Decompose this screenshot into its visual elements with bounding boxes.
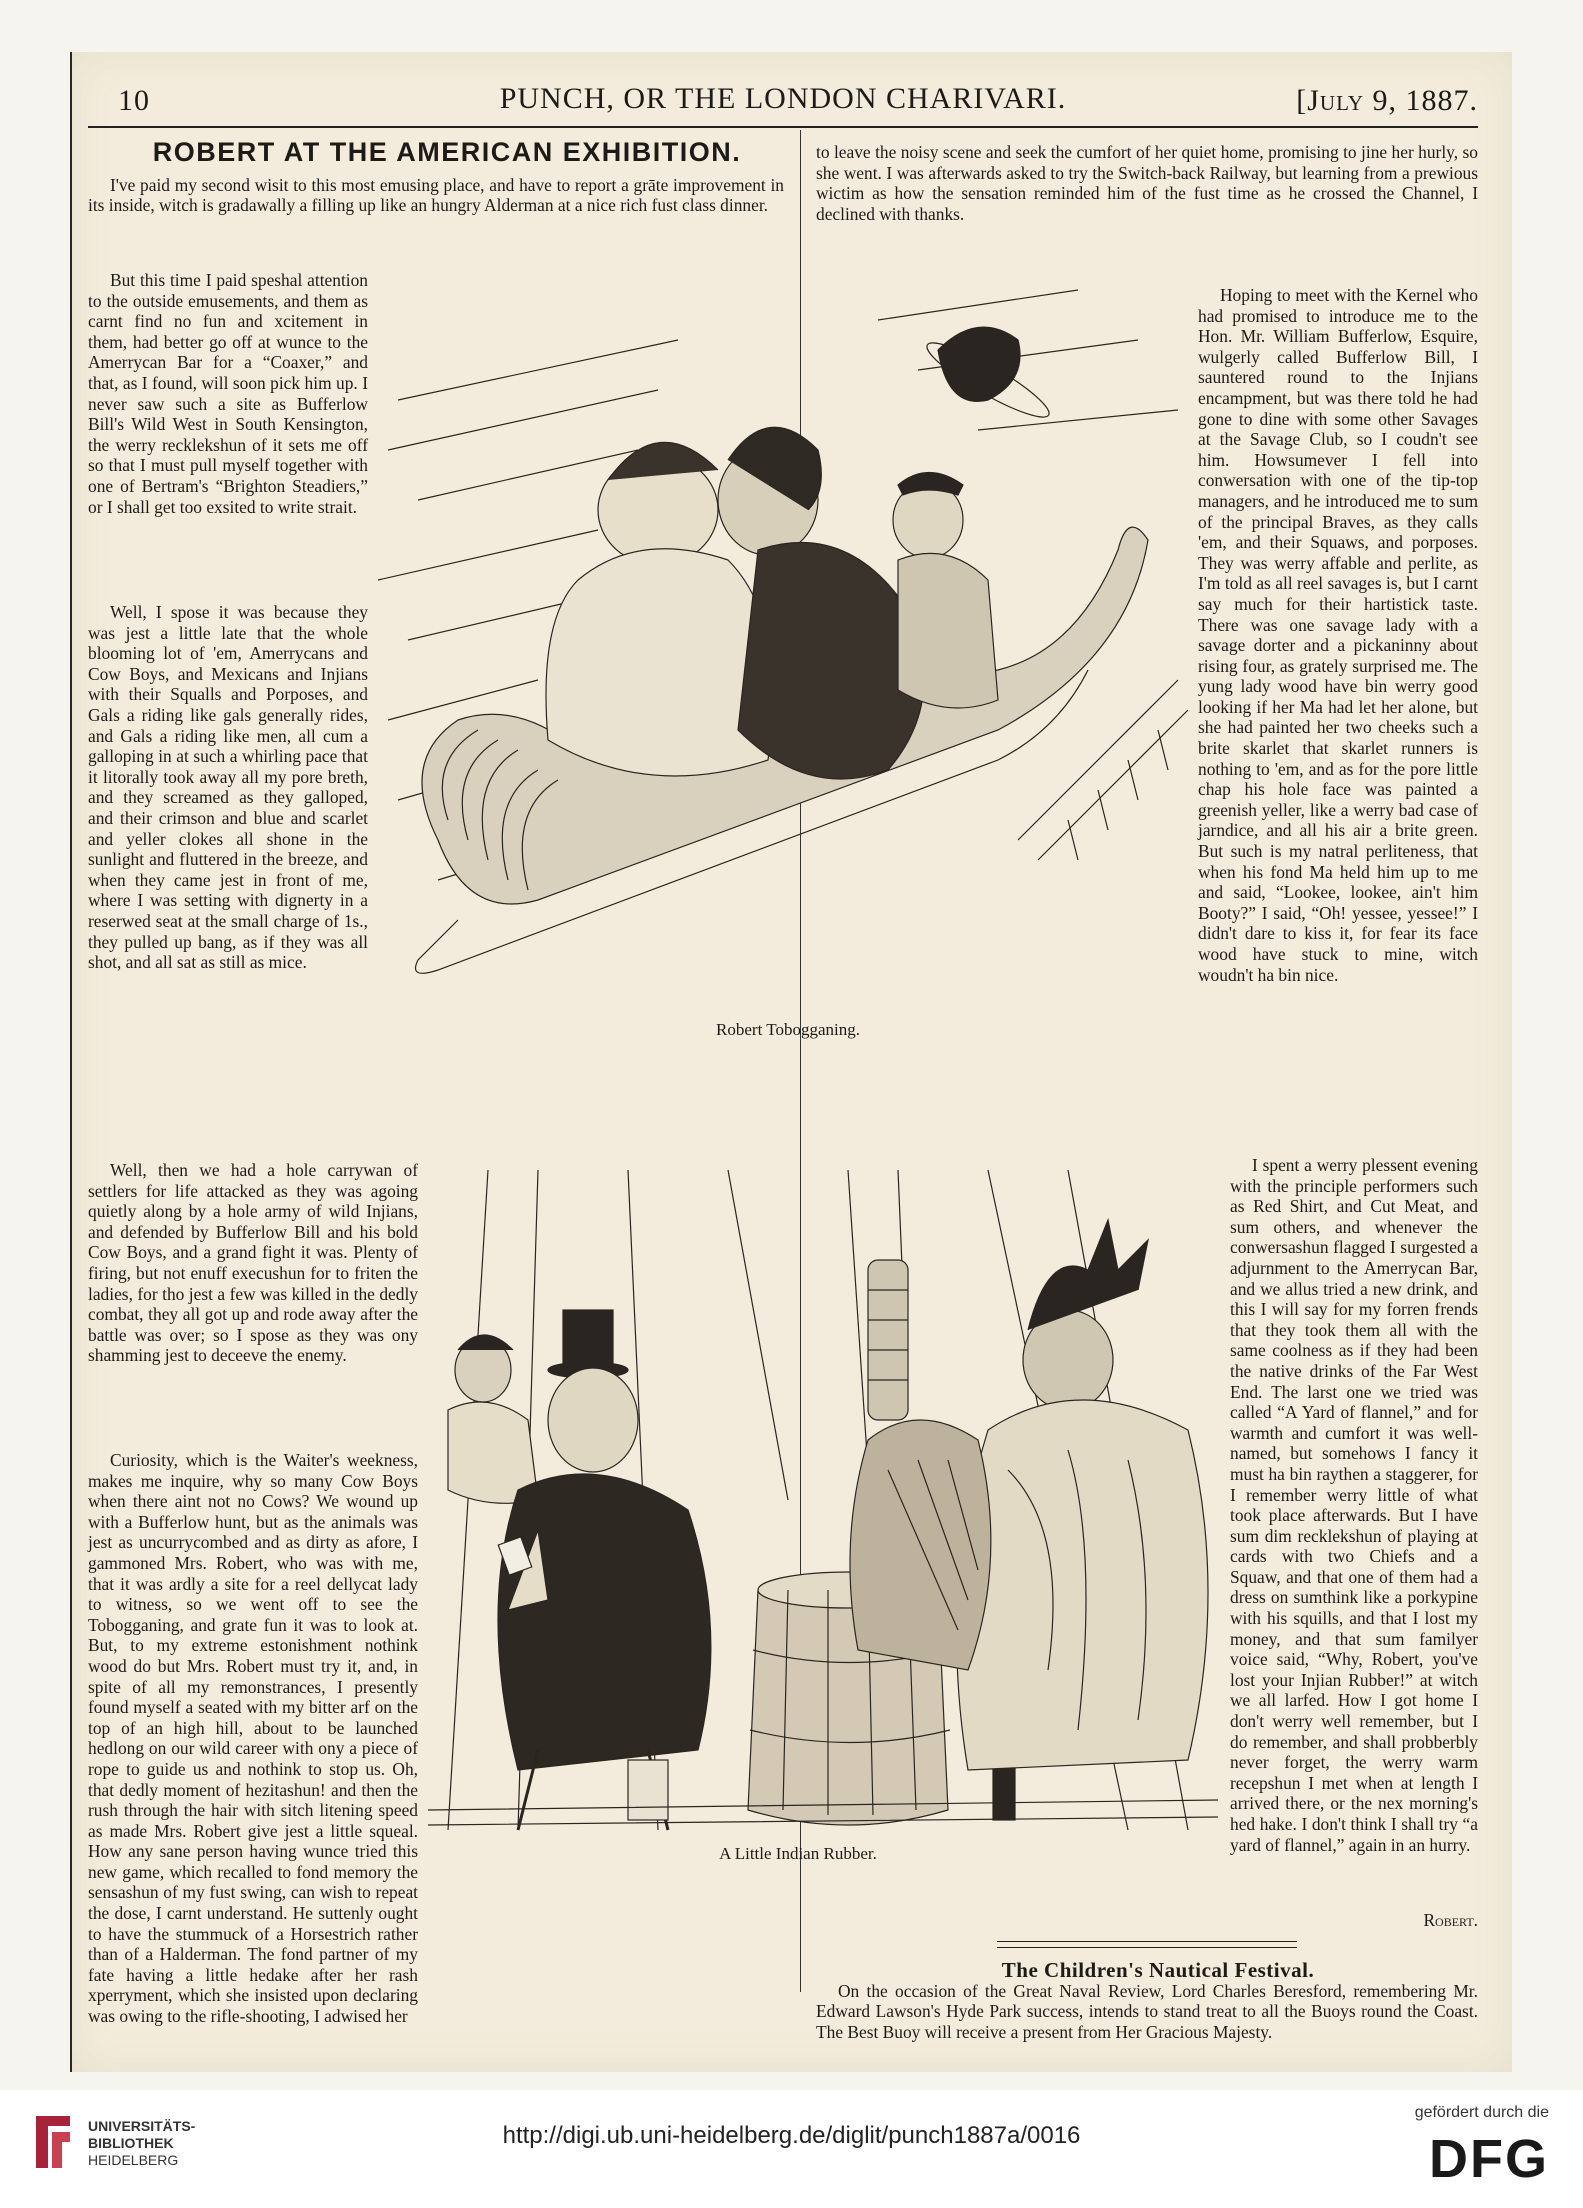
page-header [88, 70, 1478, 128]
toboggan-drawing [378, 280, 1188, 1020]
publication-title: PUNCH, OR THE LONDON CHARIVARI. [499, 82, 1067, 115]
newspaper-page [88, 70, 1478, 2042]
library-name-line: UNIVERSITÄTS- [88, 2118, 196, 2134]
funder-block [1415, 2104, 1549, 2190]
right-column-bottom [816, 1910, 1478, 1958]
left-column-narrow-2 [88, 1160, 418, 2027]
funded-by-label: gefördert durch die [1414, 2104, 1549, 2121]
right-column-top [816, 142, 1478, 224]
article-title: ROBERT AT THE AMERICAN EXHIBITION. [152, 137, 742, 167]
right-column-narrow-1 [1198, 285, 1478, 1107]
short-piece-title: The Children's Nautical Festival. [1001, 1958, 1315, 1982]
article-paragraph: But this time I paid speshal attention to the outside emusements, and them as carnt find no fun and xcitement in them, had better go off at wunce to the Amerrycan Bar for a “Coaxer,” and that, as I found, will soon pick him up. I never saw such a site as Bufferlow Bill's Wild West in South Kensington, the werry recklekshun of it sets me off so that I must pull myself together with one of Bertram's “Brighton Steadiers,” or I shall get too exsited to write strait. [88, 270, 368, 517]
library-name-line: HEIDELBERG [88, 2152, 179, 2168]
article-paragraph: Well, then we had a hole carrywan of settlers for life attacked as they was agoing quietly along by a hole army of wild Injians, and defended by Bufferlow Bill and his bold Cow Boys, and a grand fight it was. Plenty of firing, but not enuff execushun for to friten the ladies, for tho jest a few was killed in the dedly combat, they all got up and rode away after the battle was over; so I spose as they was ony shamming jest to deceeve the enemy. [88, 1160, 418, 1366]
left-column [88, 137, 784, 216]
left-column-narrow-1 [88, 270, 368, 1076]
article-paragraph: I've paid my second wisit to this most emusing place, and have to report a grāte improvement in its inside, witch is gradawally a filling up like an hungry Alderman at a nice rich fust class dinner. [88, 174, 784, 216]
left-column-continuation [88, 1080, 784, 1160]
article-paragraph: Hoping to meet with the Kernel who had promised to introduce me to the Hon. Mr. William Bufferlow, Esquire, wulgerly called Bufferlow Bill, I sauntered round to the Injians encampment, but was there told he had gone to dine with some other Savages at the Savage Club, so I coudn't see him. Howsumever I fell into conwersation with one of the tip-top managers, and he introduced me to sum of the principal Braves, as they calls 'em, and their Squaws, and porposes. They was werry affable and perlite, as I'm told as all reel savages is, but I carnt say much for their hartistick taste. There was one savage lady with a savage dorter and a pickaninny about rising four, as grately surprised me. The yung lady wood have bin werry good looking if her Ma had let her alone, but she had painted her two cheeks such a brite skarlet that skarlet runners is nothing to 'em, and as for the pore little chap his hole face was painted a greenish yeller, like a werry bad case of jarndice, and all his air a brite green. But such is my natral perliteness, that when his fond Ma held him up to me and said, “Lookee, lookee, ain't him Booty?” I said, “Oh! yessee, yessee!” I didn't dare to kiss it, for fear its face wood have stuck to mine, witch woudn't ha bin nice. [1198, 285, 1478, 985]
source-url-link[interactable]: http://digi.ub.uni-heidelberg.de/diglit/punch1887a/0016 [502, 2122, 1081, 2149]
right-column-narrow-2 [1230, 1155, 1478, 1855]
section-divider [997, 1941, 1297, 1948]
short-piece-text: On the occasion of the Great Naval Review, Lord Charles Beresford, remembering Mr. Edward Lawson's Hyde Park success, intends to stand treat to all the Buoys round the Coast. The Best Buoy will receive a present from Her Gracious Majesty. [816, 1980, 1478, 2042]
illustration-little-indian-rubber [428, 1170, 1218, 1840]
illustration-robert-tobogganing [378, 280, 1188, 1020]
page-number: 10 [118, 84, 150, 117]
illustration-2-caption: A Little Indian Rubber. [719, 1844, 877, 1863]
article-paragraph: Well, I spose it was because they was jest a little late that the whole blooming lot of 'em, Amerrycans and Cow Boys, and Mexicans and Injians with their Squalls and Porposes, and Gals a riding like gals generally rides, and Gals a riding like men, all cum a galloping in at such a whirling pace that it litorally took away all my pore breth, and they screamed as they galloped, and their crimson and blue and scarlet and yeller clokes all shone in the sunlight and fluttered in the breeze, and when they came jest in front of me, where I was setting with dignerty in a reserwed seat at the small charge of 1s., they pulled up bang, as if they was all shot, and all sat as still as mice. [88, 602, 368, 973]
digitization-footer [0, 2090, 1583, 2208]
article-paragraph: to leave the noisy scene and seek the cumfort of her quiet home, promising to jine her hurly, so she went. I was afterwards asked to try the Switch-back Railway, but learning from a prewious wictim as how the sensation reminded him of the fust time as he crossed the Channel, I declined with thanks. [816, 142, 1478, 224]
article-signature: Robert. [1423, 1910, 1478, 1930]
article-paragraph: Curiosity, which is the Waiter's weekness, makes me inquire, why so many Cow Boys when there aint not no Cows? We wound up with a Bufferlow hunt, but as the animals was jest as uncurrycombed and as dirty as afore, I gammoned Mrs. Robert, who was with me, that it was ardly a site for a reel dellycat lady to witness, so we went off to see the Tobogganing, and grate fun it was to look at. But, to my extreme estonishment nothink wood do but Mrs. Robert must try it, and, in spite of all my remonstrances, I presently found myself a seated with my bitter arf on the top of an high hill, about to be launched hedlong on our wild career with ony a piece of rope to guide us and nothink to stop us. Oh, that dedly moment of hezitashun! and then the rush through the hair with sitch litening speed as made Mrs. Robert give jest a little squeal. How any sane person having wunce tried this new game, which recalled to fond memory the sensashun of my fust swing, can wish to repeat the dose, I carnt understand. He suttenly ought to have the stummuck of a Horsestrich rather than of a Halderman. The fond partner of my fate having a little hedake after her rash xperryment, which she insisted upon declaring was owing to the rifle-shooting, I adwised her [88, 1450, 418, 2027]
illustration-1-caption: Robert Tobogganing. [716, 1020, 860, 1039]
library-name-line: BIBLIOTHEK [88, 2135, 174, 2151]
dfg-logo: DFG [1429, 2129, 1549, 2189]
short-piece [816, 1960, 1478, 2065]
card-game-drawing [428, 1170, 1218, 1840]
issue-date: [July 9, 1887. [1296, 84, 1478, 117]
article-paragraph: I spent a werry plessent evening with the principle performers such as Red Shirt, and Cut Meat, and sum others, and whenever the conwersashun flagged I surgested a adjurnment to the Amerrycan Bar, and we allus tried a new drink, and this I will say for my forren frends that they took them all with the same coolness as if they had been the native drinks of the Far West End. The larst one we tried was called “A Yard of flannel,” and for warmth and cumfort it was well-named, but somehows I fancy it must ha bin raythen a staggerer, for I remember werry little of what took place afterwards. But I have sum dim recklekshun of playing at cards with two Chiefs and a Squaw, and that one of them had a dress on sumthink like a porkypine with his squills, and that I lost my money, and that sum familyer voice said, “Why, Robert, you've lost your Injian Rubber!” at witch we all larfed. How I got home I don't werry well remember, but I do remember, and shall probberbly never forget, the werry warm recepshun I met when at length I arrived there, or the nex morning's hed hake. I don't think I shall try “a yard of flannel,” again in an hurry. [1230, 1155, 1478, 1855]
